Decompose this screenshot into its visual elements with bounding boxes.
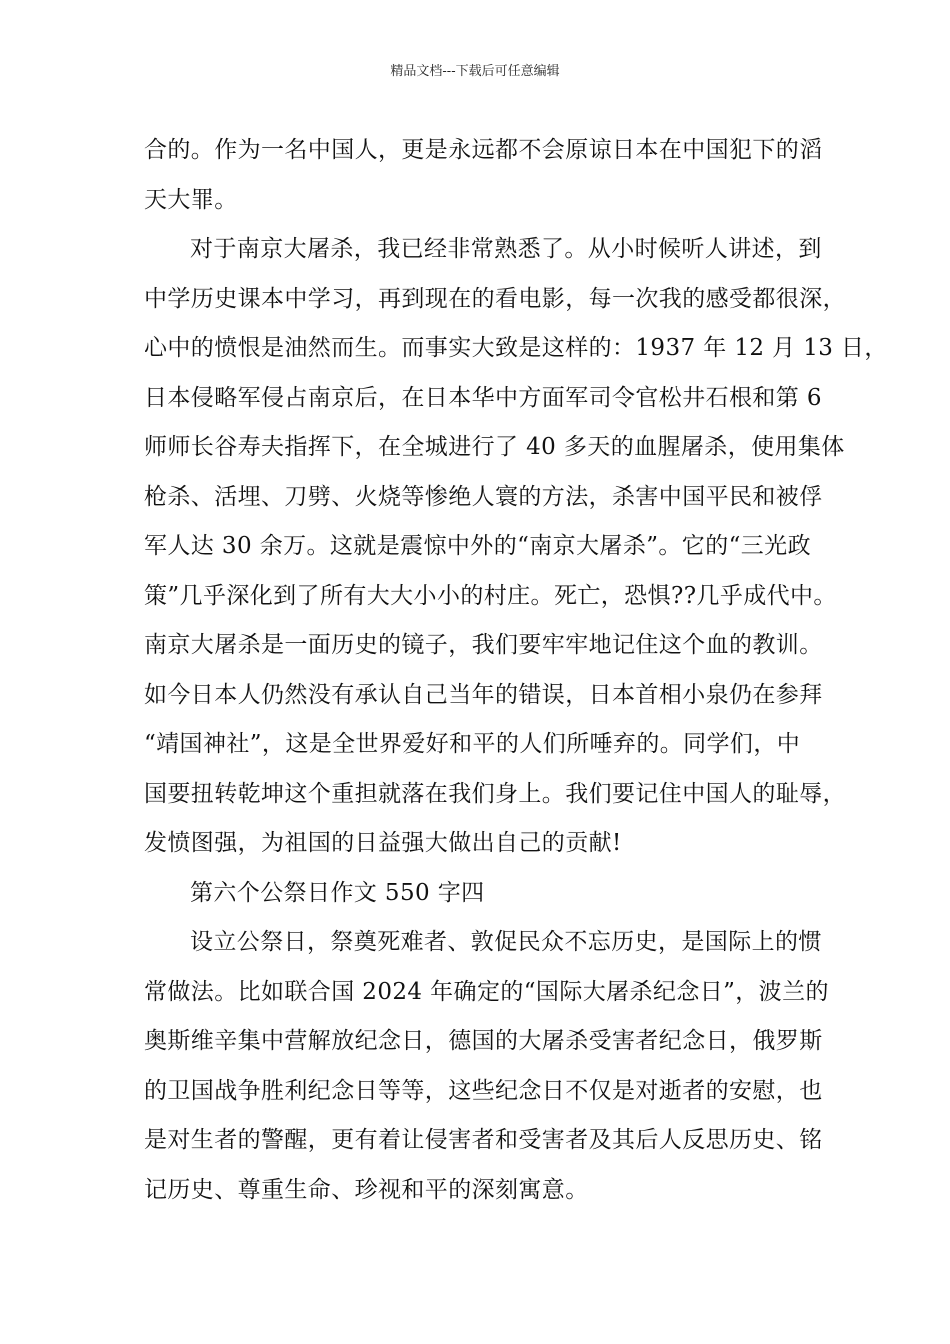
text-line: 合的。作为一名中国人，更是永远都不会原谅日本在中国犯下的滔: [144, 137, 823, 163]
text-line: 记历史、尊重生命、珍视和平的深刻寓意。: [144, 1176, 589, 1203]
text-line: 军人达 30 余万。这就是震惊中外的“南京大屠杀”。它的“三光政: [144, 533, 811, 559]
paragraph-first-line: 设立公祭日，祭奠死难者、敦促民众不忘历史，是国际上的惯: [190, 929, 822, 955]
text-line: “靖国神社”，这是全世界爱好和平的人们所唾弃的。同学们，中: [144, 731, 801, 757]
text-line: 南京大屠杀是一面历史的镜子，我们要牢牢地记住这个血的教训。: [144, 632, 823, 658]
text-line: 发愤图强，为祖国的日益强大做出自己的贡献!: [144, 830, 622, 856]
text-line: 的卫国战争胜利纪念日等等，这些纪念日不仅是对逝者的安慰，也: [144, 1077, 823, 1104]
section-heading: 第六个公祭日作文 550 字四: [190, 879, 485, 906]
text-line: 天大罪。: [144, 186, 238, 213]
text-line: 心中的愤恨是油然而生。而事实大致是这样的：1937 年 12 月 13 日，: [144, 335, 888, 361]
text-line: 是对生者的警醒，更有着让侵害者和受害者及其后人反思历史、铭: [144, 1127, 823, 1153]
document-body: [144, 126, 888, 1215]
text-line: 师师长谷寿夫指挥下，在全城进行了 40 多天的血腥屠杀，使用集体: [144, 434, 845, 460]
text-line: 奥斯维辛集中营解放纪念日，德国的大屠杀受害者纪念日，俄罗斯: [144, 1028, 823, 1054]
text-line: 常做法。比如联合国 2024 年确定的“国际大屠杀纪念日”，波兰的: [144, 978, 829, 1005]
paragraph-first-line: 对于南京大屠杀，我已经非常熟悉了。从小时候听人讲述，到: [190, 236, 822, 262]
text-line: 策”几乎深化到了所有大大小小的村庄。死亡，恐惧??几乎成代中。: [144, 582, 837, 609]
text-line: 枪杀、活埋、刀劈、火烧等惨绝人寰的方法，杀害中国平民和被俘: [144, 483, 823, 510]
text-line: 日本侵略军侵占南京后，在日本华中方面军司令官松井石根和第 6: [144, 384, 822, 411]
text-line: 国要扭转乾坤这个重担就落在我们身上。我们要记住中国人的耻辱，: [144, 780, 846, 807]
text-line: 中学历史课本中学习，再到现在的看电影，每一次我的感受都很深，: [144, 285, 846, 312]
text-line: 如今日本人仍然没有承认自己当年的错误，日本首相小泉仍在参拜: [144, 681, 823, 708]
page-header: 精品文档---下载后可任意编辑: [390, 64, 560, 79]
